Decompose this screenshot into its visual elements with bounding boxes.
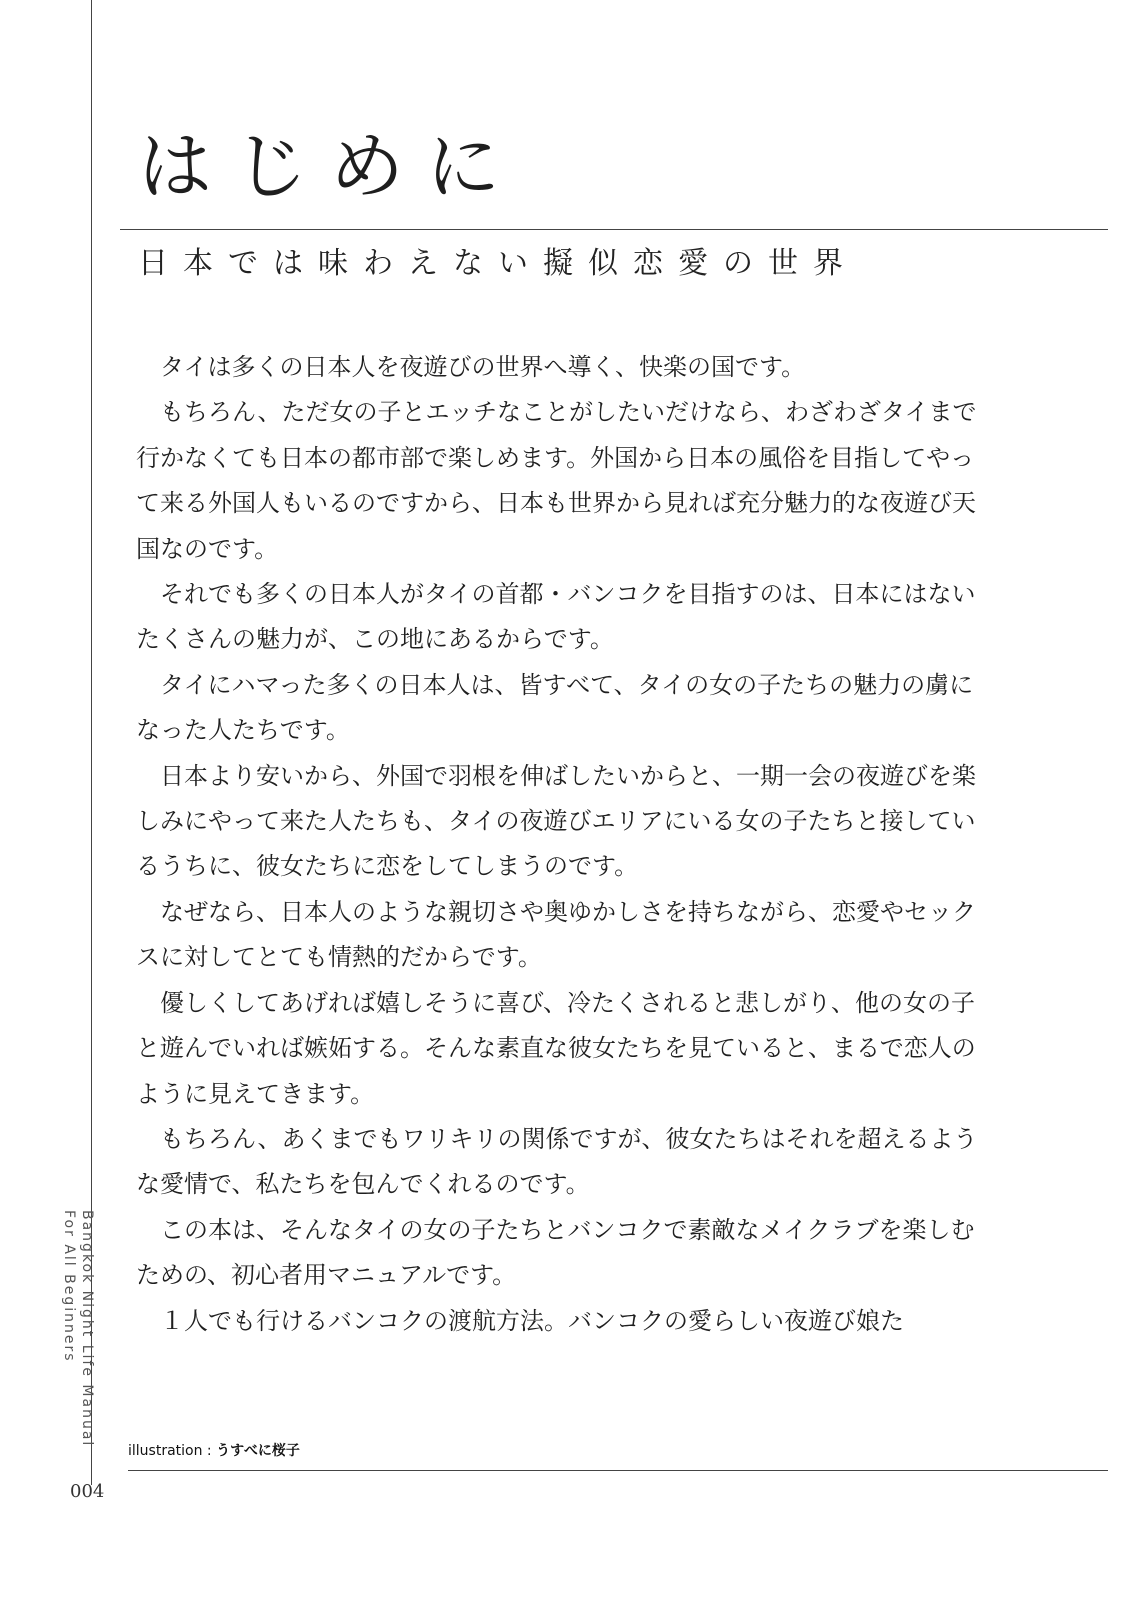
body-paragraph: 日本より安いから、外国で羽根を伸ばしたいからと、一期一会の夜遊びを楽しみにやって来た人たちも、タイの夜遊びエリアにいる女の子たちと接しているうちに、彼女たちに恋をしてしまうのです。	[136, 761, 976, 881]
body-paragraph: タイにハマった多くの日本人は、皆すべて、タイの女の子たちの魅力の虜になった人たちです。	[136, 670, 974, 745]
page-number: 004	[70, 1481, 105, 1502]
body-paragraph: この本は、そんなタイの女の子たちとバンコクで素敵なメイクラブを楽しむための、初心者用マニュアルです。	[136, 1215, 975, 1290]
page-subtitle: 日本では味わえない擬似恋愛の世界	[138, 246, 858, 281]
footer-divider	[128, 1470, 1108, 1471]
body-text	[136, 345, 986, 1344]
book-title-line2: For All Beginners	[61, 1210, 77, 1363]
illustration-credit	[128, 1440, 300, 1460]
body-paragraph: それでも多くの日本人がタイの首都・バンコクを目指すのは、日本にはないたくさんの魅力が、この地にあるからです。	[136, 580, 976, 654]
book-title-line1: Bangkok Night Life Manual	[79, 1210, 95, 1448]
page-title: はじめに	[138, 124, 522, 210]
body-paragraph: 優しくしてあげれば嬉しそうに喜び、冷たくされると悲しがり、他の女の子と遊んでいれば嫉妬する。そんな素直な彼女たちを見ていると、まるで恋人のように見えてきます。	[136, 988, 976, 1108]
book-title-vertical	[60, 1210, 96, 1455]
body-paragraph: タイは多くの日本人を夜遊びの世界へ導く、快楽の国です。	[160, 353, 806, 381]
body-paragraph: もちろん、ただ女の子とエッチなことがしたいだけなら、わざわざタイまで行かなくても日本の都市部で楽しめます。外国から日本の風俗を目指してやって来る外国人もいるのですから、日本も世界から見れば充分魅力的な夜遊び天国なのです。	[136, 398, 977, 563]
body-paragraph: １人でも行けるバンコクの渡航方法。バンコクの愛らしい夜遊び娘た	[160, 1306, 904, 1335]
title-divider	[120, 229, 1108, 230]
illustration-label: illustration :	[128, 1443, 212, 1459]
illustrator-name: うすべに桜子	[216, 1443, 300, 1459]
body-paragraph: もちろん、あくまでもワリキリの関係ですが、彼女たちはそれを超えるような愛情で、私たちを包んでくれるのです。	[136, 1124, 978, 1199]
body-paragraph: なぜなら、日本人のような親切さや奥ゆかしさを持ちながら、恋愛やセックスに対してとても情熱的だからです。	[136, 897, 976, 972]
